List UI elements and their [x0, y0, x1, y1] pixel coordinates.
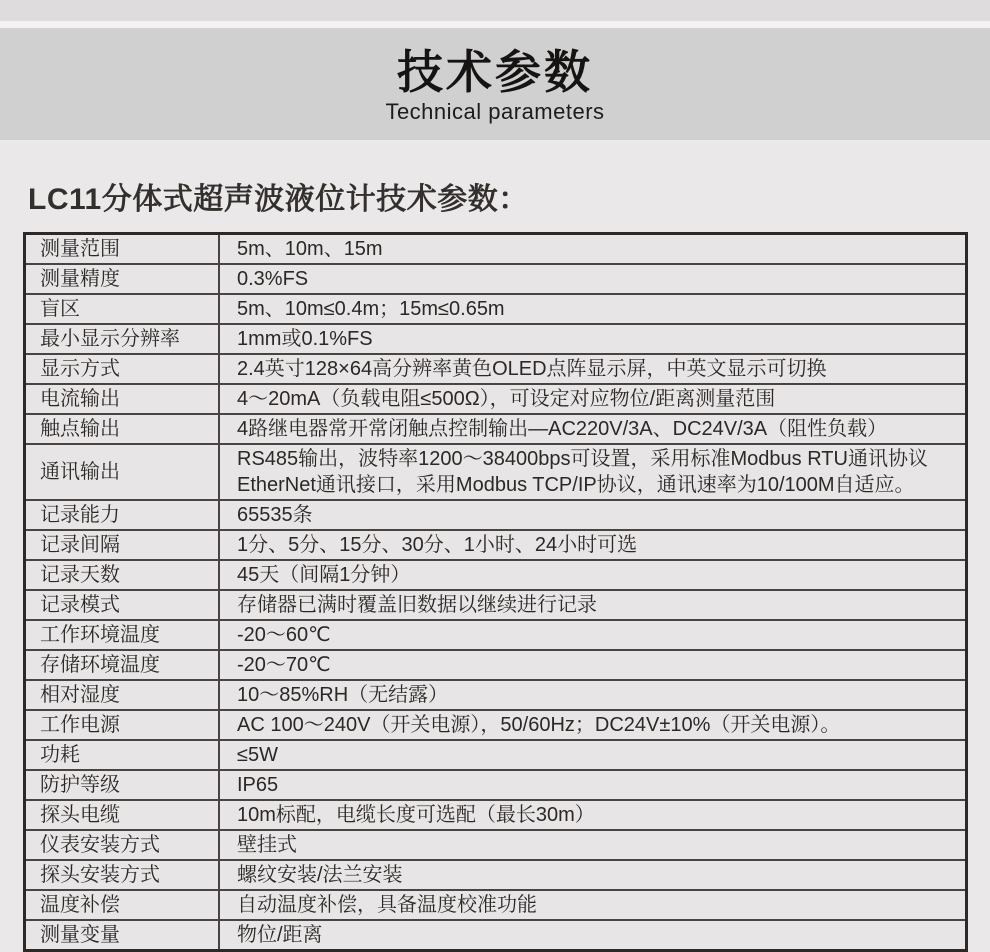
param-value-line: 4路继电器常开常闭触点控制输出—AC220V/3A、DC24V/3A（阻性负载） — [237, 418, 888, 440]
param-label: 电流输出 — [25, 384, 220, 414]
param-label: 记录能力 — [25, 500, 220, 530]
param-value-line: 10m标配，电缆长度可选配（最长30m） — [237, 804, 595, 826]
param-label: 盲区 — [25, 294, 220, 324]
param-value-line: RS485输出，波特率1200～38400bps可设置，采用标准Modbus RTU通讯协议 — [237, 448, 928, 470]
param-label: 仪表安装方式 — [25, 830, 220, 860]
table-row — [25, 530, 967, 560]
param-value — [219, 890, 967, 920]
table-row — [25, 354, 967, 384]
param-label: 测量范围 — [25, 234, 220, 265]
param-label: 探头电缆 — [25, 800, 220, 830]
param-value-line: -20～60℃ — [237, 624, 331, 646]
page-subtitle: Technical parameters — [385, 99, 605, 125]
header-band — [0, 28, 990, 140]
param-value-line: 1mm或0.1%FS — [237, 328, 373, 350]
param-value — [219, 264, 967, 294]
param-value — [219, 590, 967, 620]
table-row — [25, 414, 967, 444]
param-value — [219, 354, 967, 384]
param-value — [219, 830, 967, 860]
param-value-line: ≤5W — [237, 744, 278, 766]
params-table-body — [25, 234, 967, 951]
table-row — [25, 710, 967, 740]
param-value-line: AC 100～240V（开关电源），50/60Hz；DC24V±10%（开关电源）。 — [237, 714, 841, 736]
param-label: 工作电源 — [25, 710, 220, 740]
param-value — [219, 710, 967, 740]
param-value-line: 螺纹安装/法兰安装 — [237, 864, 403, 886]
param-value-line: 壁挂式 — [237, 834, 297, 856]
param-label: 探头安装方式 — [25, 860, 220, 890]
table-row — [25, 294, 967, 324]
table-row — [25, 800, 967, 830]
param-value-line: 0.3%FS — [237, 268, 309, 290]
param-value — [219, 500, 967, 530]
section-title: LC11分体式超声波液位计技术参数： — [28, 183, 529, 216]
table-row — [25, 384, 967, 414]
param-value — [219, 444, 967, 500]
top-strip — [0, 0, 990, 21]
param-value — [219, 740, 967, 770]
parameters-table — [23, 232, 968, 952]
param-value-line: 4～20mA（负载电阻≤500Ω），可设定对应物位/距离测量范围 — [237, 388, 776, 410]
param-value — [219, 294, 967, 324]
param-value — [219, 414, 967, 444]
param-label: 工作环境温度 — [25, 620, 220, 650]
param-label: 功耗 — [25, 740, 220, 770]
param-label: 测量精度 — [25, 264, 220, 294]
param-value — [219, 770, 967, 800]
table-row — [25, 264, 967, 294]
table-row — [25, 620, 967, 650]
divider-strip — [0, 21, 990, 28]
param-label: 记录天数 — [25, 560, 220, 590]
table-row — [25, 500, 967, 530]
param-value-line: -20～70℃ — [237, 654, 331, 676]
table-row — [25, 860, 967, 890]
param-label: 最小显示分辨率 — [25, 324, 220, 354]
param-value-line: 存储器已满时覆盖旧数据以继续进行记录 — [237, 594, 597, 616]
table-row — [25, 740, 967, 770]
param-value-line: 自动温度补偿，具备温度校准功能 — [237, 894, 537, 916]
param-value-line: 5m、10m≤0.4m；15m≤0.65m — [237, 298, 505, 320]
table-row — [25, 650, 967, 680]
param-value — [219, 234, 967, 265]
param-label: 相对湿度 — [25, 680, 220, 710]
param-value — [219, 800, 967, 830]
param-value — [219, 620, 967, 650]
param-value-line: EtherNet通讯接口，采用Modbus TCP/IP协议，通讯速率为10/100M自适应。 — [237, 474, 915, 496]
param-value — [219, 530, 967, 560]
param-value-line: 10～85%RH（无结露） — [237, 684, 449, 706]
param-value-line: 5m、10m、15m — [237, 238, 383, 260]
param-value — [219, 384, 967, 414]
table-row — [25, 770, 967, 800]
param-value-line: 45天（间隔1分钟） — [237, 564, 411, 586]
param-label: 测量变量 — [25, 920, 220, 951]
param-value — [219, 680, 967, 710]
param-label: 触点输出 — [25, 414, 220, 444]
param-value — [219, 650, 967, 680]
param-value — [219, 920, 967, 951]
param-label: 通讯输出 — [25, 444, 220, 500]
param-value — [219, 324, 967, 354]
param-label: 记录模式 — [25, 590, 220, 620]
param-value-line: IP65 — [237, 774, 279, 796]
table-row — [25, 680, 967, 710]
param-label: 记录间隔 — [25, 530, 220, 560]
table-row — [25, 590, 967, 620]
param-value-line: 2.4英寸128×64高分辨率黄色OLED点阵显示屏，中英文显示可切换 — [237, 358, 827, 380]
param-value — [219, 860, 967, 890]
param-value — [219, 560, 967, 590]
table-row — [25, 920, 967, 951]
table-row — [25, 560, 967, 590]
param-value-line: 65535条 — [237, 504, 313, 526]
table-row — [25, 444, 967, 500]
table-row — [25, 324, 967, 354]
table-row — [25, 830, 967, 860]
param-value-line: 1分、5分、15分、30分、1小时、24小时可选 — [237, 534, 638, 556]
param-label: 显示方式 — [25, 354, 220, 384]
param-value-line: 物位/距离 — [237, 924, 323, 946]
table-row — [25, 234, 967, 265]
param-label: 存储环境温度 — [25, 650, 220, 680]
param-label: 温度补偿 — [25, 890, 220, 920]
table-row — [25, 890, 967, 920]
page-title: 技术参数 — [397, 45, 593, 98]
param-label: 防护等级 — [25, 770, 220, 800]
